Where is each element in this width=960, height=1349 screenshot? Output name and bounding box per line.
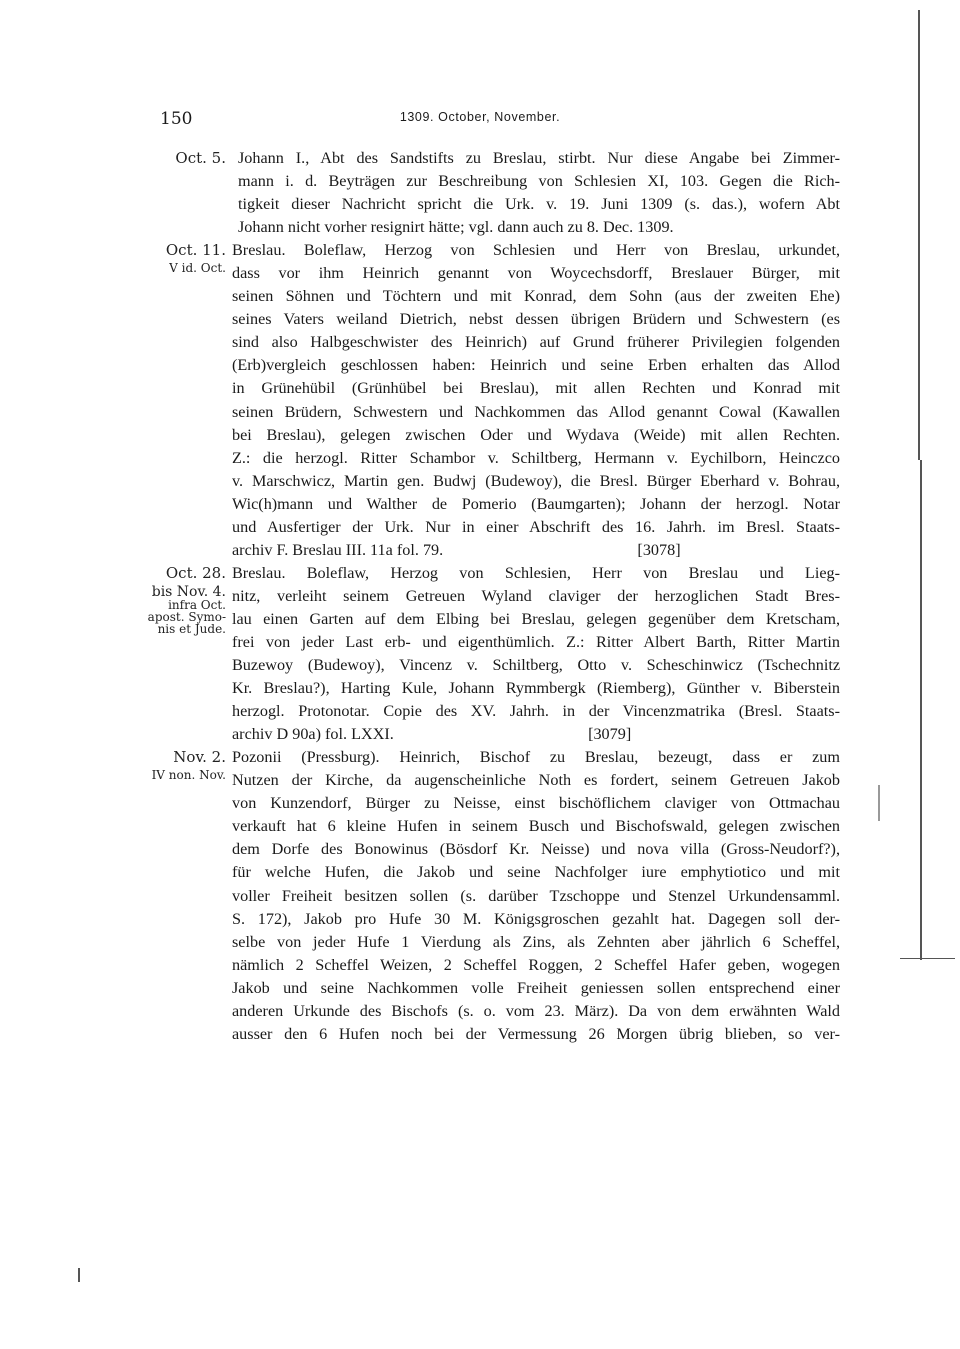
running-head: 1309. October, November. xyxy=(399,110,561,124)
margin-date-line: Oct. 5. xyxy=(175,149,226,167)
text-line: Jakob und seine Nachkommen volle Freiheit geniessen sollen entsprechend einer xyxy=(232,978,840,997)
text-line: anderen Urkunde des Bischofs (s. o. vom 23. März). Da von dem erwähnten Wald xyxy=(232,1001,840,1020)
text-line: von Kunzendorf, Bürger zu Neisse, einst bischöflichem claviger von Ottmachau xyxy=(232,794,840,813)
text-line: mann i. d. Beyträgen zur Beschreibung von Schlesien XI, 103. Gegen die Rich- xyxy=(238,172,840,191)
text-line: Breslau. Boleflaw, Herzog von Schlesien, Herr von Breslau und Lieg- xyxy=(232,563,840,582)
text-line: nitz, verleiht seinem Getreuen Wyland claviger der herzoglichen Stadt Bres- xyxy=(232,586,840,605)
margin-date-line: Nov. 2. xyxy=(173,748,226,767)
text-line: dass vor ihm Heinrich genannt von Woycechsdorff, Breslauer Bürger, mit xyxy=(232,264,840,283)
page-number: 150 xyxy=(160,109,193,129)
margin-note-line: nis et Jude. xyxy=(157,621,226,636)
text-line: seinen Brüdern, Schwestern und Nachkommen das Allod genannt Cowal (Kawallen xyxy=(232,402,840,421)
text-line: herzogl. Protonotar. Copie des XV. Jahrh. in der Vincenzmatrika (Bresl. Staats- xyxy=(232,702,840,721)
text-line: Nutzen der Kirche, da augenscheinliche Noth es fordert, seinem Getreuen Jakob xyxy=(232,771,840,790)
text-line: Buzewoy (Budewoy), Vincenz v. Schiltberg, Otto v. Scheschinwicz (Tschechnitz xyxy=(232,656,840,675)
text-line: Kr. Breslau?), Harting Kule, Johann Rymmbergk (Riemberg), Günther v. Biberstein xyxy=(232,679,840,698)
text-line: sind also Halbgeschwister des Heinrich) auf Grund früherer Privilegien folgenden xyxy=(232,333,840,352)
text-line: seines Vaters weiland Dietrich, nebst dessen übrigen Brüdern und Schwestern (es xyxy=(232,310,840,329)
entry-text xyxy=(232,147,840,239)
margin-note-line: V id. Oct. xyxy=(169,261,226,276)
margin-date xyxy=(118,562,226,635)
text-line: selbe von jeder Hufe 1 Vierdung als Zins, als Zehnten aber jährlich 6 Scheffel, xyxy=(232,932,840,951)
text-line: Breslau. Boleflaw, Herzog von Schlesien und Herr von Breslau, urkundet, xyxy=(232,241,840,260)
entry-oct-5 xyxy=(0,147,960,239)
text-line: frei von jeder Last erb- und eigenthümlich. Z.: Ritter Albert Barth, Ritter Martin xyxy=(232,632,840,651)
margin-date xyxy=(118,147,226,170)
text-line: lau einen Garten auf dem Elbing bei Breslau, gelegen gegenüber dem Kretscham, xyxy=(232,609,840,628)
text-line: Z.: die herzogl. Ritter Schambor v. Schiltberg, Hermann v. Eychilborn, Heinczco xyxy=(232,448,840,467)
entry-oct-28 xyxy=(0,562,960,746)
text-line: Johann I., Abt des Sandstifts zu Breslau, stirbt. Nur diese Angabe bei Zimmer- xyxy=(238,149,840,167)
text-line: Pozonii (Pressburg). Heinrich, Bischof zu Breslau, bezeugt, dass er zum xyxy=(232,748,840,767)
text-line-with-reference: archiv D 90a) fol. LXXI. [3079] xyxy=(232,725,632,744)
text-line: nämlich 2 Scheffel Weizen, 2 Scheffel Roggen, 2 Scheffel Hafer geben, wogegen xyxy=(232,955,840,974)
entry-oct-11 xyxy=(0,239,960,562)
text-line: für welche Hufen, die Jakob und seine Nachfolger iure emphytiotico und mit xyxy=(232,863,840,882)
entry-text xyxy=(232,239,840,562)
text-line: (Erb)vergleich geschlossen haben: Heinrich und seine Erben erhalten das Allod xyxy=(232,356,840,375)
text-line: dem Dorfe des Bonowinus (Bösdorf Kr. Neisse) und nova villa (Gross-Neudorf?), xyxy=(232,840,840,859)
text-line: tigkeit dieser Nachricht spricht die Urk. v. 19. Juni 1309 (s. das.), wofern Abt xyxy=(238,195,840,214)
text-line: voller Freiheit besitzen sollen (s. darüber Tzschoppe und Stenzel Urkundensamml. xyxy=(232,886,840,905)
text-line: S. 172), Jakob pro Hufe 30 M. Königsgroschen gezahlt hat. Dagegen soll der- xyxy=(232,909,840,928)
margin-note-line: apost. Symo- xyxy=(147,609,226,624)
entry-nov-2 xyxy=(0,746,960,1046)
margin-date-line: bis Nov. 4. xyxy=(151,583,226,600)
text-line-with-reference: archiv F. Breslau III. 11a fol. 79. [3078] xyxy=(232,540,681,559)
text-line: in Grünehübil (Grünhübel bei Breslau), mit allen Rechten und Konrad mit xyxy=(232,379,840,398)
scan-stray-mark xyxy=(78,1268,80,1282)
margin-note-line: IV non. Nov. xyxy=(151,768,226,783)
entry-text xyxy=(232,562,840,746)
entry-text xyxy=(232,746,840,1046)
margin-note-line: infra Oct. xyxy=(168,597,226,612)
margin-date xyxy=(118,746,226,781)
text-line: ausser den 6 Hufen noch bei der Vermessung 26 Morgen übrig blieben, so ver- xyxy=(232,1024,840,1043)
text-line: bei Breslau), gelegen zwischen Oder und Wydava (Weide) mit allen Rechten. xyxy=(232,425,840,444)
text-line: Wic(h)mann und Walther de Pomerio (Baumgarten); Johann der herzogl. Notar xyxy=(232,494,840,513)
text-line: v. Marschwicz, Martin gen. Budwj (Budewoy), die Bresl. Bürger Eberhard v. Bohrau, xyxy=(232,471,840,490)
margin-date-line: Oct. 11. xyxy=(165,241,226,260)
document-body xyxy=(0,147,960,1046)
margin-date-line: Oct. 28. xyxy=(165,563,226,582)
text-line: seinen Söhnen und Töchtern und mit Konrad, dem Sohn (aus der zweiten Ehe) xyxy=(232,287,840,306)
text-line: und Ausfertiger der Urk. Nur in einer Abschrift des 16. Jahrh. im Bresl. Staats- xyxy=(232,517,840,536)
margin-date xyxy=(118,239,226,274)
text-line: verkauft hat 6 kleine Hufen in seinem Busch und Bischofswald, gelegen zwischen xyxy=(232,817,840,836)
text-line: Johann nicht vorher resignirt hätte; vgl. dann auch zu 8. Dec. 1309. xyxy=(238,218,674,237)
